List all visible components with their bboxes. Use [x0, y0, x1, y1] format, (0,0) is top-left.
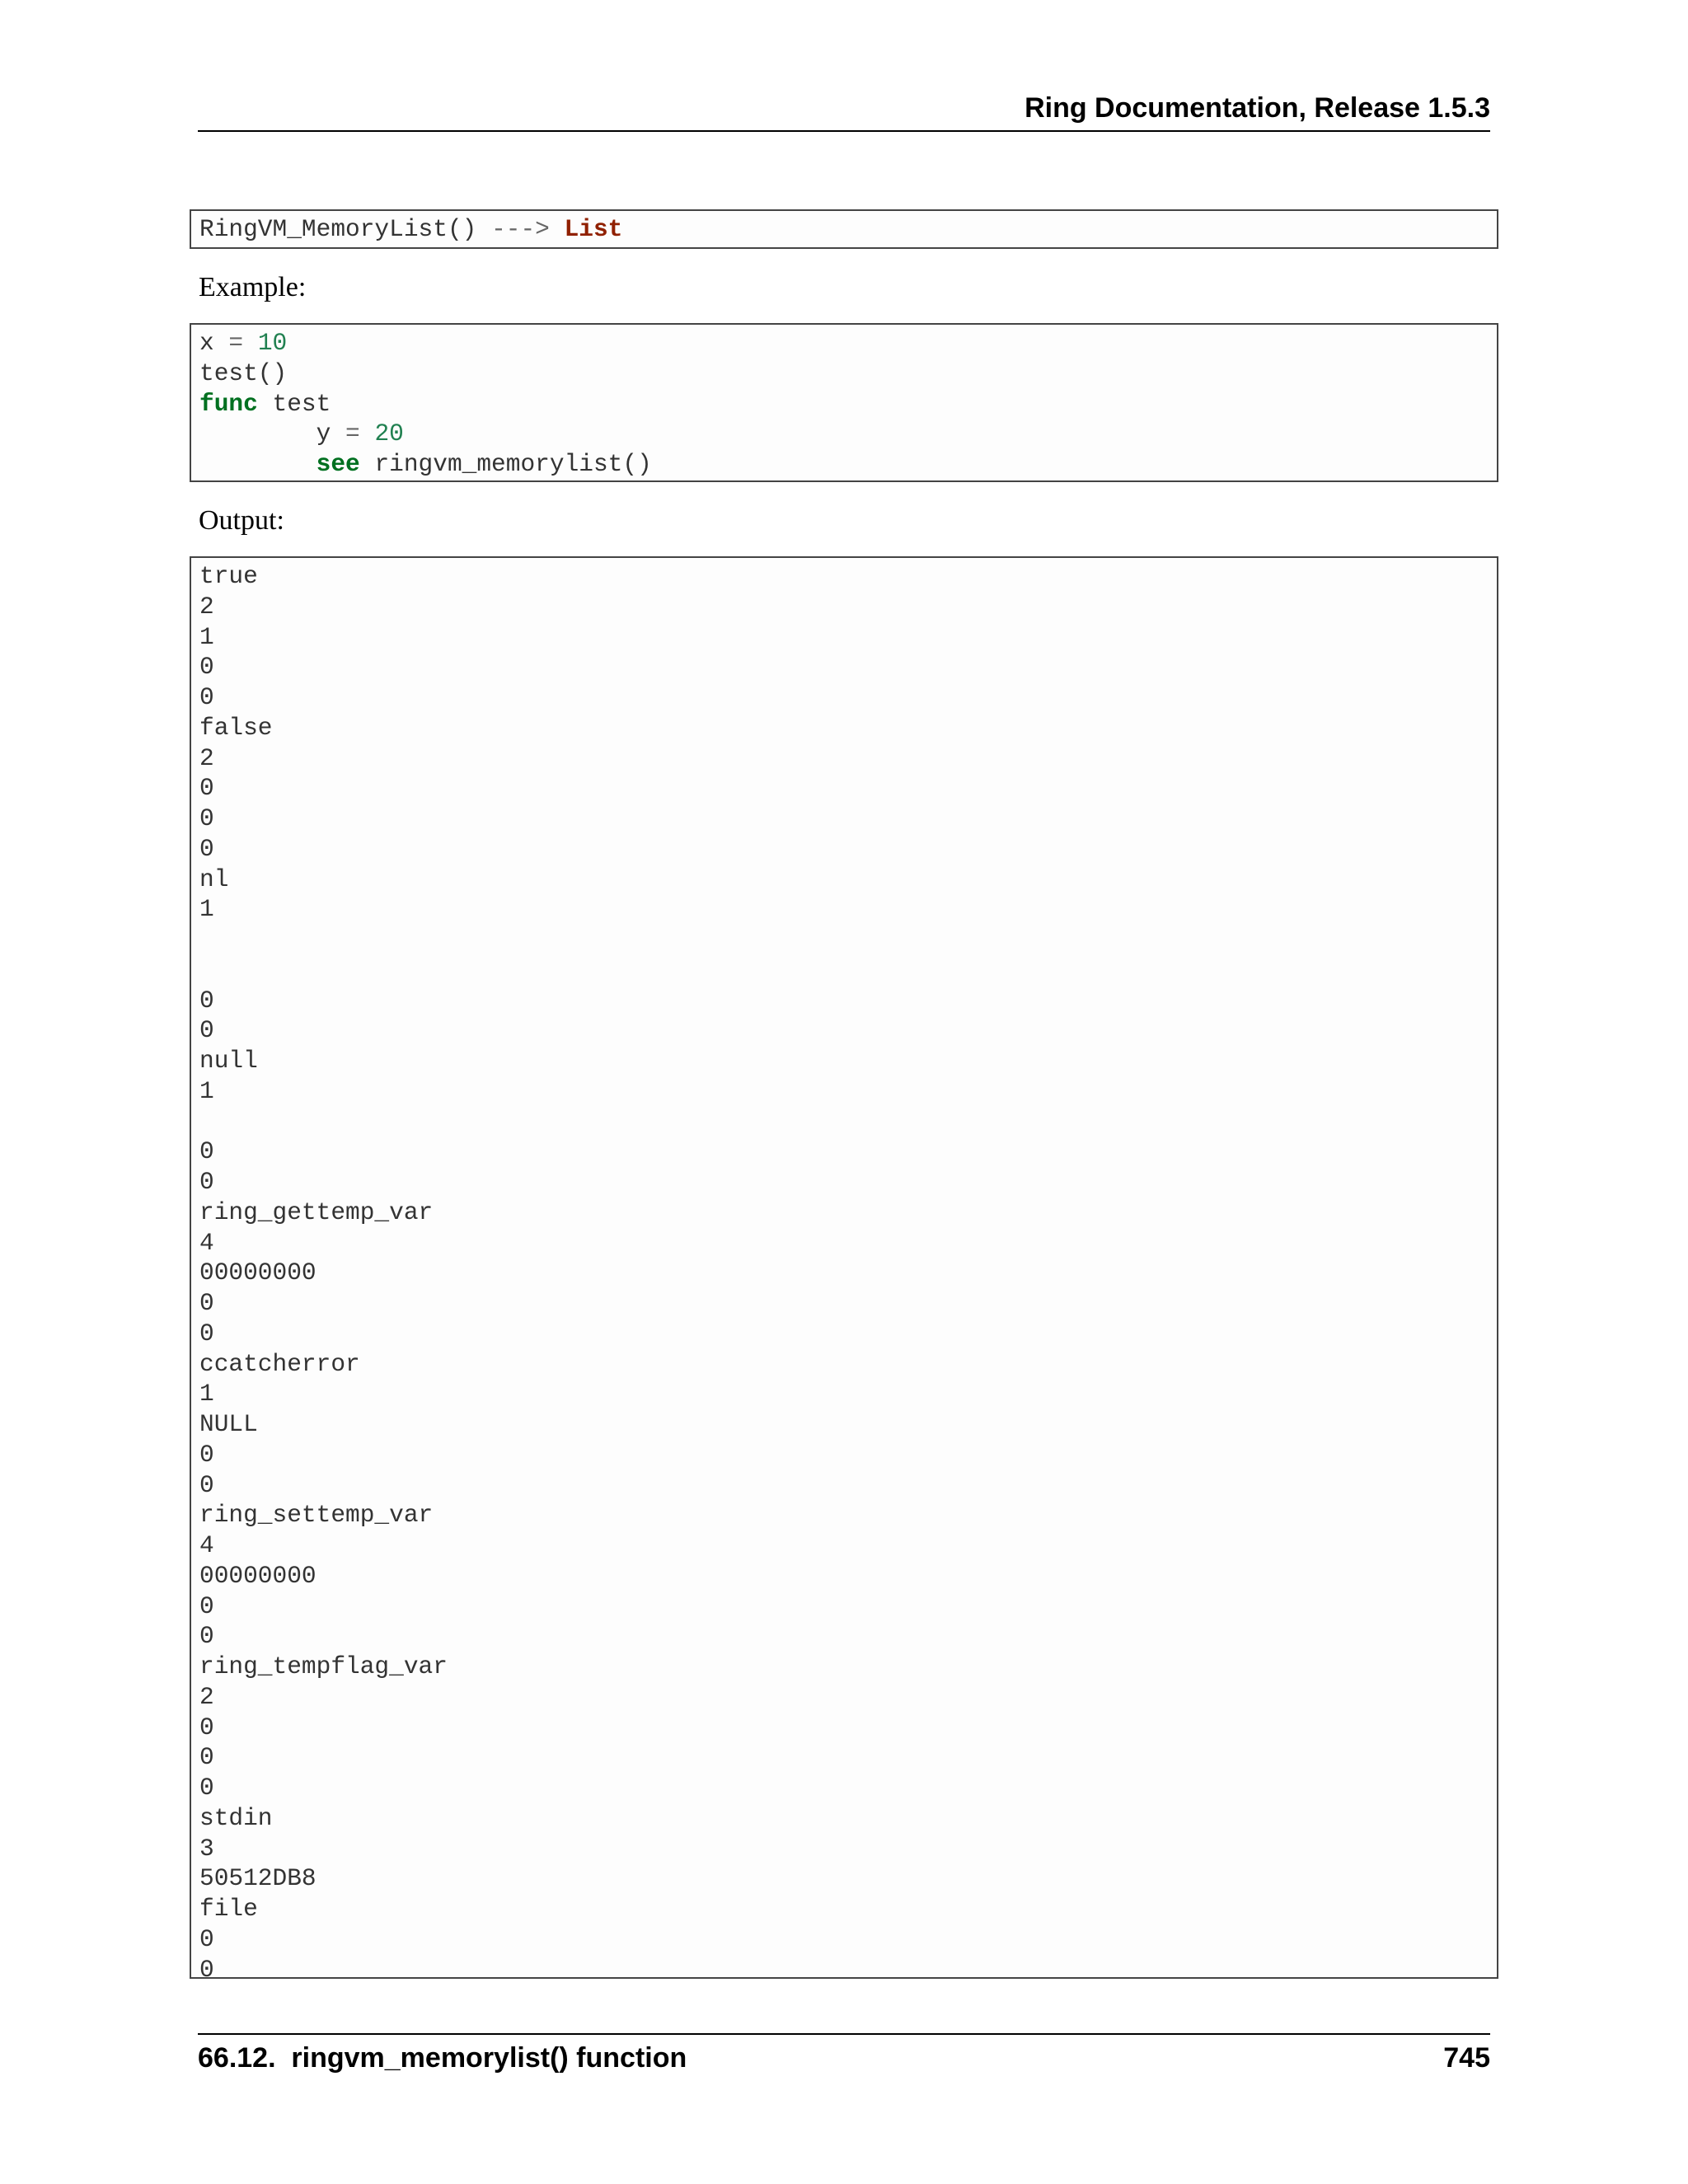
output-line: 0 — [199, 1319, 214, 1347]
output-line: 0 — [199, 1168, 214, 1196]
output-line: 0 — [199, 1440, 214, 1469]
code-line — [199, 328, 1489, 359]
output-line: stdin — [199, 1803, 273, 1832]
page-header-title: Ring Documentation, Release 1.5.3 — [1025, 92, 1490, 124]
code-number: 20 — [374, 419, 404, 448]
code-operator: = — [228, 329, 244, 357]
output-line — [199, 1107, 1489, 1137]
output-line: false — [199, 713, 273, 742]
output-line: 3 — [199, 1834, 214, 1863]
signature-code-block — [190, 209, 1498, 249]
code-keyword: see — [316, 450, 360, 478]
code-call: test() — [199, 359, 288, 387]
output-line: ring_settemp_var — [199, 1501, 434, 1530]
output-line: 0 — [199, 653, 214, 682]
output-line: 0 — [199, 1743, 214, 1772]
output-line: 2 — [199, 743, 214, 772]
output-line: 0 — [199, 804, 214, 832]
output-line: 50512DB8 — [199, 1864, 316, 1893]
output-line: 0 — [199, 1924, 214, 1953]
output-line: 1 — [199, 622, 214, 651]
output-code-block — [190, 556, 1498, 1984]
output-line: 0 — [199, 774, 214, 803]
output-line: ccatcherror — [199, 1349, 360, 1378]
output-line: null — [199, 1047, 258, 1075]
code-number: 10 — [257, 329, 288, 357]
output-line: true — [199, 562, 258, 590]
output-line: 1 — [199, 895, 214, 924]
output-line: nl — [199, 865, 229, 893]
code-function-name: test — [272, 389, 331, 418]
output-line: 4 — [199, 1531, 214, 1559]
example-label: Example: — [199, 272, 307, 302]
code-variable: y — [316, 419, 331, 448]
output-line: 0 — [199, 1016, 214, 1045]
code-indent — [199, 419, 316, 448]
output-line: 0 — [199, 1622, 214, 1651]
output-line: 2 — [199, 592, 214, 621]
output-line: 0 — [199, 834, 214, 863]
output-line: 0 — [199, 1591, 214, 1620]
output-line: file — [199, 1895, 258, 1923]
output-line: 2 — [199, 1682, 214, 1711]
output-line: 0 — [199, 683, 214, 711]
code-variable: x — [199, 329, 214, 357]
output-line: 00000000 — [199, 1258, 316, 1287]
output-line: 0 — [199, 1955, 214, 1984]
code-line — [199, 389, 1489, 419]
code-line — [199, 419, 1489, 449]
code-keyword: func — [199, 389, 258, 418]
output-line: 4 — [199, 1228, 214, 1257]
output-line: 0 — [199, 986, 214, 1015]
code-operator: = — [345, 419, 360, 448]
signature-function-name: RingVM_MemoryList() — [199, 215, 477, 243]
code-indent — [199, 450, 316, 478]
output-line — [199, 925, 1489, 955]
output-line: 0 — [199, 1470, 214, 1499]
code-line — [199, 449, 1489, 480]
example-code-block — [190, 323, 1498, 482]
footer-divider — [198, 2033, 1490, 2035]
output-line: 1 — [199, 1380, 214, 1408]
output-line: 0 — [199, 1289, 214, 1317]
output-line: 00000000 — [199, 1561, 316, 1590]
output-line: 0 — [199, 1137, 214, 1166]
code-call: ringvm_memorylist() — [374, 450, 652, 478]
code-line — [199, 359, 1489, 389]
signature-arrow: ---> — [491, 215, 550, 243]
footer-page-number: 745 — [1443, 2042, 1490, 2074]
output-line: ring_tempflag_var — [199, 1652, 448, 1680]
output-line: ring_gettemp_var — [199, 1197, 434, 1226]
output-line — [199, 955, 1489, 986]
output-line: NULL — [199, 1410, 258, 1438]
output-line: 0 — [199, 1774, 214, 1802]
output-line: 1 — [199, 1076, 214, 1105]
footer-section-title: 66.12. ringvm_memorylist() function — [198, 2042, 687, 2074]
output-line: 0 — [199, 1713, 214, 1741]
output-label: Output: — [199, 505, 284, 536]
signature-return-type: List — [564, 215, 623, 243]
header-divider — [198, 130, 1490, 132]
